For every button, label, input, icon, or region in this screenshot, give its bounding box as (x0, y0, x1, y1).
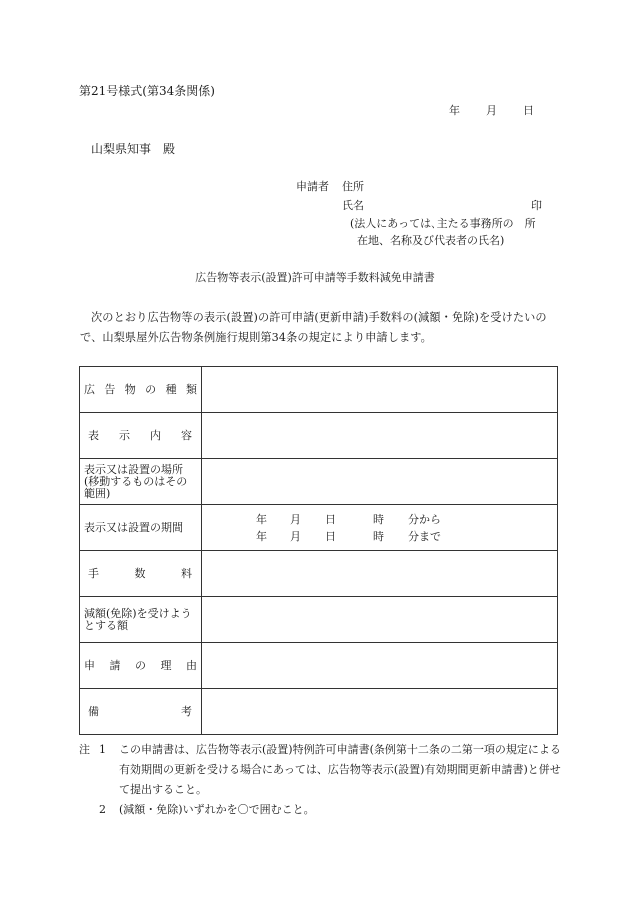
date-line (449, 104, 534, 118)
table-row (80, 367, 558, 413)
period-to-line (202, 528, 557, 545)
period-from-minute: 分から (408, 512, 441, 526)
label-display-content-text: 表 示 内 容 (88, 428, 192, 442)
table-row (80, 459, 558, 505)
field-fee[interactable] (202, 551, 558, 597)
table-row (80, 597, 558, 643)
field-reason[interactable] (202, 643, 558, 689)
label-remarks-text: 備 考 (88, 704, 192, 718)
field-ad-type[interactable] (202, 367, 558, 413)
address-label: 住所 (342, 180, 364, 193)
period-to-day: 日 (325, 529, 336, 543)
seal-mark: 印 (531, 199, 542, 212)
name-label: 氏名 (342, 199, 364, 212)
table-row (80, 689, 558, 735)
form-number: 第21号様式(第34条関係) (79, 84, 215, 98)
field-display-location[interactable] (202, 459, 558, 505)
period-from-day: 日 (325, 512, 336, 526)
table-row (80, 643, 558, 689)
period-from-hour: 時 (373, 512, 384, 526)
corp-note-line-2: 在地、名称及び代表者の氏名) (357, 234, 505, 247)
period-from-line (202, 511, 557, 528)
label-fee-text: 手 数 料 (88, 566, 192, 580)
label-display-period (80, 505, 202, 551)
label-reduction-amount-text: 減額(免除)を受けようとする額 (84, 606, 192, 632)
notes-prefix: 注 (79, 743, 90, 756)
application-form-table (79, 366, 558, 735)
label-reason (80, 643, 202, 689)
date-month: 月 (486, 104, 497, 117)
addressee: 山梨県知事 殿 (91, 142, 176, 156)
label-display-location-text: 表示又は設置の場所(移動するものはその範囲) (84, 462, 188, 500)
document-title: 広告物等表示(設置)許可申請等手数料減免申請書 (195, 271, 435, 284)
note-number-2: 2 (99, 803, 106, 816)
date-year: 年 (449, 104, 460, 117)
note-item-1 (79, 740, 569, 800)
label-fee (80, 551, 202, 597)
label-display-content (80, 413, 202, 459)
body-paragraph: 次のとおり広告物等の表示(設置)の許可申請(更新申請)手数料の(減額・免除)を受けたいので、山梨県屋外広告物条例施行規則第34条の規定により申請します。 (80, 311, 547, 344)
note-text-1: この申請書は、広告物等表示(設置)特例許可申請書(条例第十二条の二第一項の規定による有効期間の更新を受ける場合にあっては、広告物等表示(設置)有効期間更新申請書)と併せて提出すること。 (119, 743, 561, 796)
date-day: 日 (523, 104, 534, 117)
note-item-2 (79, 800, 569, 820)
period-from-year: 年 (256, 512, 267, 526)
period-to-year: 年 (256, 529, 267, 543)
corp-note-line-1: (法人にあっては､主たる事務所の 所 (350, 217, 536, 230)
note-text-2: (減額・免除)いずれかを〇で囲むこと。 (119, 803, 315, 816)
applicant-label: 申請者 (296, 180, 329, 193)
field-reduction-amount[interactable] (202, 597, 558, 643)
notes-section (79, 740, 569, 820)
period-to-hour: 時 (373, 529, 384, 543)
field-remarks[interactable] (202, 689, 558, 735)
period-from-month: 月 (290, 512, 301, 526)
label-ad-type-text: 広 告 物 の 種 類 (84, 382, 197, 396)
field-display-content[interactable] (202, 413, 558, 459)
period-to-month: 月 (290, 529, 301, 543)
label-remarks (80, 689, 202, 735)
table-row (80, 505, 558, 551)
label-display-period-text: 表示又は設置の期間 (84, 520, 183, 534)
period-to-minute: 分まで (408, 529, 441, 543)
label-reduction-amount (80, 597, 202, 643)
table-row (80, 413, 558, 459)
table-row (80, 551, 558, 597)
label-ad-type (80, 367, 202, 413)
label-reason-text: 申 請 の 理 由 (84, 658, 197, 672)
note-number-1: 1 (99, 743, 106, 756)
field-display-period[interactable] (202, 505, 558, 551)
label-display-location (80, 459, 202, 505)
